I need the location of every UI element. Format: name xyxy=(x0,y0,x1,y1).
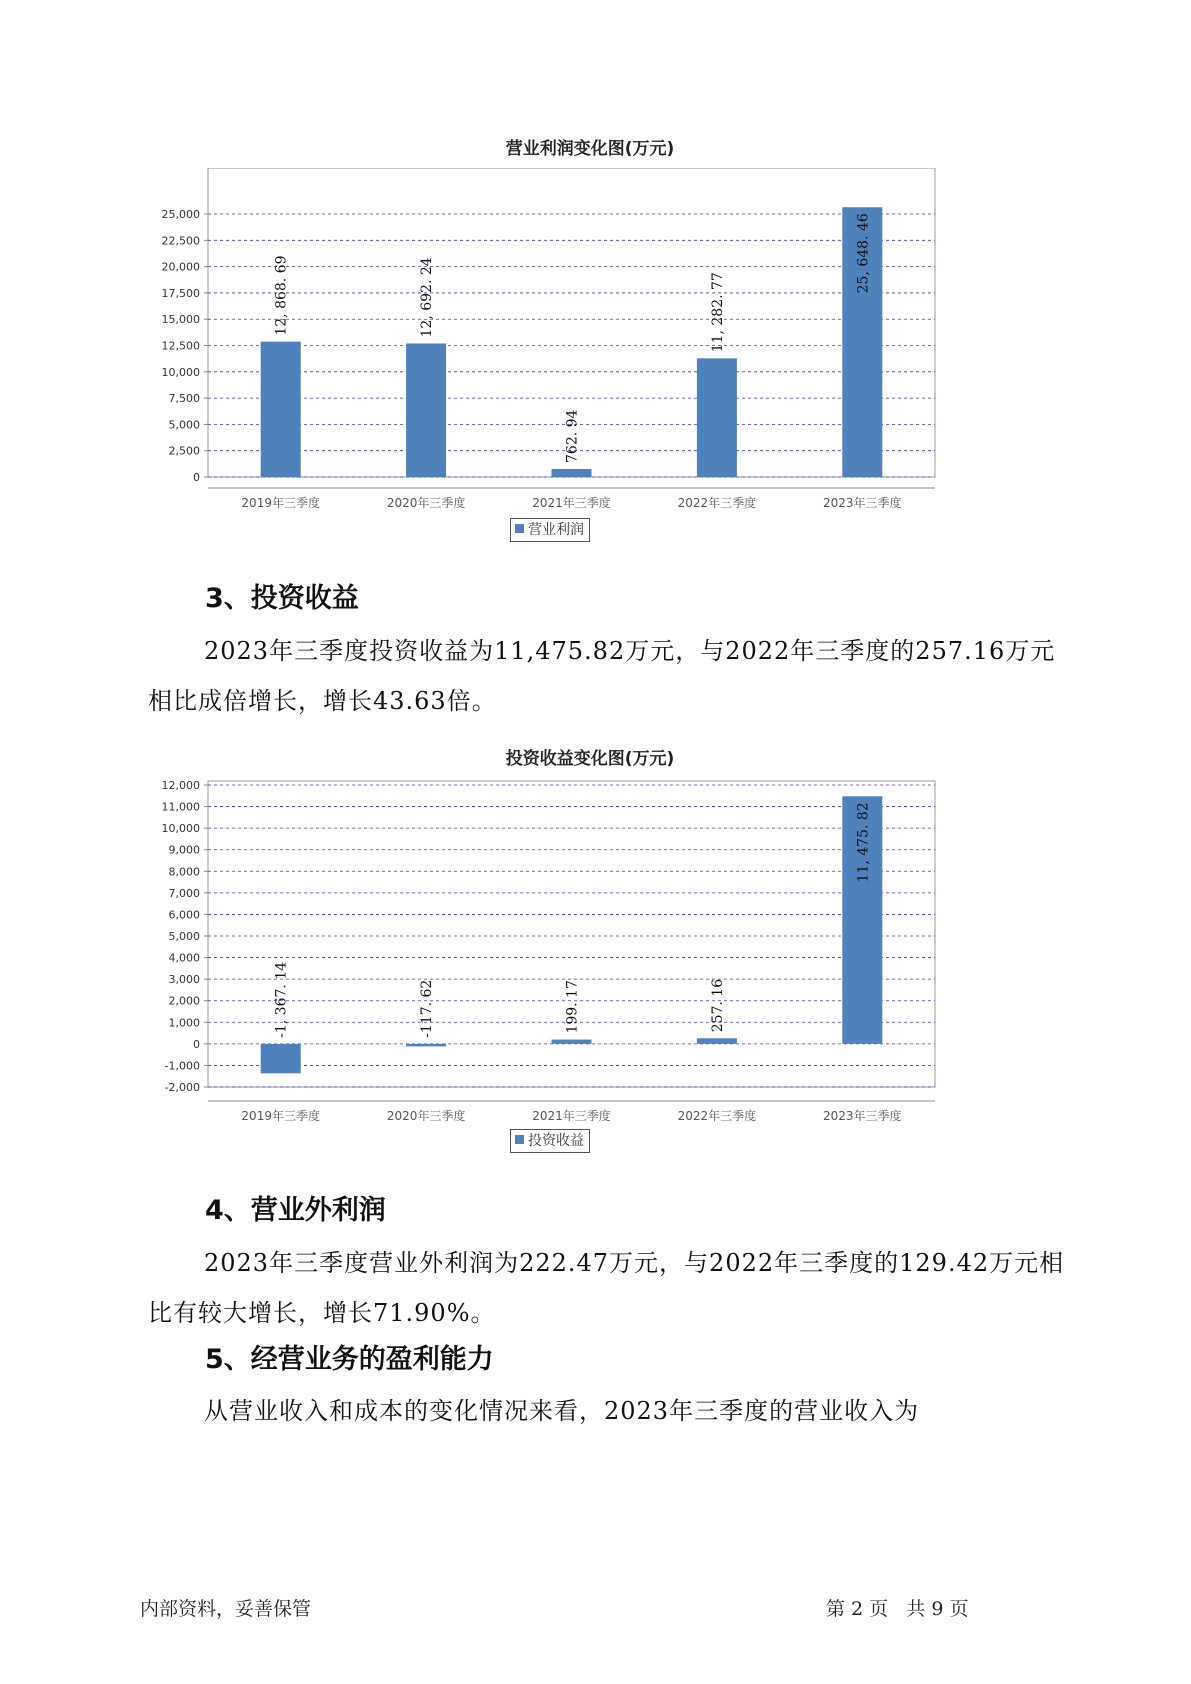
y-tick-label: 22,500 xyxy=(161,234,200,248)
y-tick-label: 7,000 xyxy=(168,886,200,900)
bar xyxy=(697,1038,737,1044)
y-tick-label: 5,000 xyxy=(168,418,200,432)
data-label: 257. 16 xyxy=(709,978,726,1033)
y-tick-label: 8,000 xyxy=(168,865,200,879)
bar xyxy=(261,342,301,477)
y-tick-label: 0 xyxy=(193,1037,200,1051)
y-tick-label: 4,000 xyxy=(168,951,200,965)
x-tick-label: 2023年三季度 xyxy=(823,1109,902,1123)
data-label: 11, 282. 77 xyxy=(709,272,726,353)
investment-income-chart xyxy=(140,740,1040,1170)
section-heading-investment-income: 3、投资收益 xyxy=(205,583,359,614)
x-tick-label: 2023年三季度 xyxy=(823,496,902,510)
data-label: -117. 62 xyxy=(419,979,436,1038)
legend-swatch xyxy=(515,1135,524,1144)
section-heading-non-operating-profit: 4、营业外利润 xyxy=(205,1195,386,1226)
x-tick-label: 2022年三季度 xyxy=(677,496,757,510)
bar xyxy=(261,1044,301,1073)
data-label: -1, 367. 14 xyxy=(273,961,290,1038)
chart-plot xyxy=(140,772,1040,1172)
bar xyxy=(406,1044,446,1047)
section-text-investment-income: 2023年三季度投资收益为11,475.82万元，与2022年三季度的257.16万元相比成倍增长，增长43.63倍。 xyxy=(148,637,1056,715)
y-tick-label: 2,500 xyxy=(168,444,200,458)
bar xyxy=(697,358,737,477)
x-tick-label: 2020年三季度 xyxy=(386,496,466,510)
data-label: 762. 94 xyxy=(564,409,581,463)
chart-legend xyxy=(510,518,590,542)
bar xyxy=(552,1040,592,1044)
page-number: 第 2 页 共 9 页 xyxy=(826,1598,969,1620)
y-tick-label: 3,000 xyxy=(168,973,200,987)
bar xyxy=(552,469,592,477)
y-tick-label: 11,000 xyxy=(161,800,200,814)
section-heading-profitability: 5、经营业务的盈利能力 xyxy=(205,1344,494,1375)
x-tick-label: 2019年三季度 xyxy=(241,496,320,510)
x-tick-label: 2021年三季度 xyxy=(532,1109,611,1123)
chart-legend xyxy=(510,1129,590,1153)
y-tick-label: 5,000 xyxy=(168,930,200,943)
chart-plot xyxy=(140,168,1040,568)
section-text-non-operating-profit: 2023年三季度营业外利润为222.47万元，与2022年三季度的129.42万元相比有较大增长，增长71.90%。 xyxy=(148,1249,1065,1327)
legend-label: 投资收益 xyxy=(528,1133,584,1149)
operating-profit-chart xyxy=(140,128,1040,558)
section-text-profitability: 从营业收入和成本的变化情况来看，2023年三季度的营业收入为 xyxy=(204,1397,920,1425)
y-tick-label: 0 xyxy=(193,471,200,484)
x-tick-label: 2020年三季度 xyxy=(386,1109,466,1123)
chart-title: 投资收益变化图(万元) xyxy=(505,749,675,769)
data-label: 11, 475. 82 xyxy=(855,802,872,883)
y-tick-label: 10,000 xyxy=(161,365,200,379)
y-tick-label: 9,000 xyxy=(168,843,200,857)
y-tick-label: 12,000 xyxy=(161,779,200,792)
data-label: 12, 868. 69 xyxy=(273,255,290,336)
data-label: 199. 17 xyxy=(564,980,581,1034)
y-tick-label: 15,000 xyxy=(161,313,200,327)
data-label: 12, 692. 24 xyxy=(419,257,436,338)
y-tick-label: -2,000 xyxy=(164,1081,200,1094)
y-tick-label: 25,000 xyxy=(161,208,200,222)
y-tick-label: 10,000 xyxy=(161,822,200,836)
legend-swatch xyxy=(515,524,524,533)
x-tick-label: 2021年三季度 xyxy=(532,496,611,510)
y-tick-label: 7,500 xyxy=(168,392,200,406)
footer-note: 内部资料，妥善保管 xyxy=(140,1598,312,1620)
y-tick-label: 2,000 xyxy=(168,994,200,1008)
x-tick-label: 2019年三季度 xyxy=(241,1109,320,1123)
y-tick-label: 12,500 xyxy=(161,339,200,353)
bar xyxy=(406,343,446,477)
y-tick-label: 1,000 xyxy=(168,1016,200,1030)
y-tick-label: 6,000 xyxy=(168,908,200,922)
data-label: 25, 648. 46 xyxy=(855,213,872,294)
legend-label: 营业利润 xyxy=(528,522,584,538)
x-tick-label: 2022年三季度 xyxy=(677,1109,757,1123)
y-tick-label: 17,500 xyxy=(161,286,200,300)
y-tick-label: -1,000 xyxy=(164,1059,200,1073)
chart-title: 营业利润变化图(万元) xyxy=(505,139,675,159)
y-tick-label: 20,000 xyxy=(161,260,200,274)
